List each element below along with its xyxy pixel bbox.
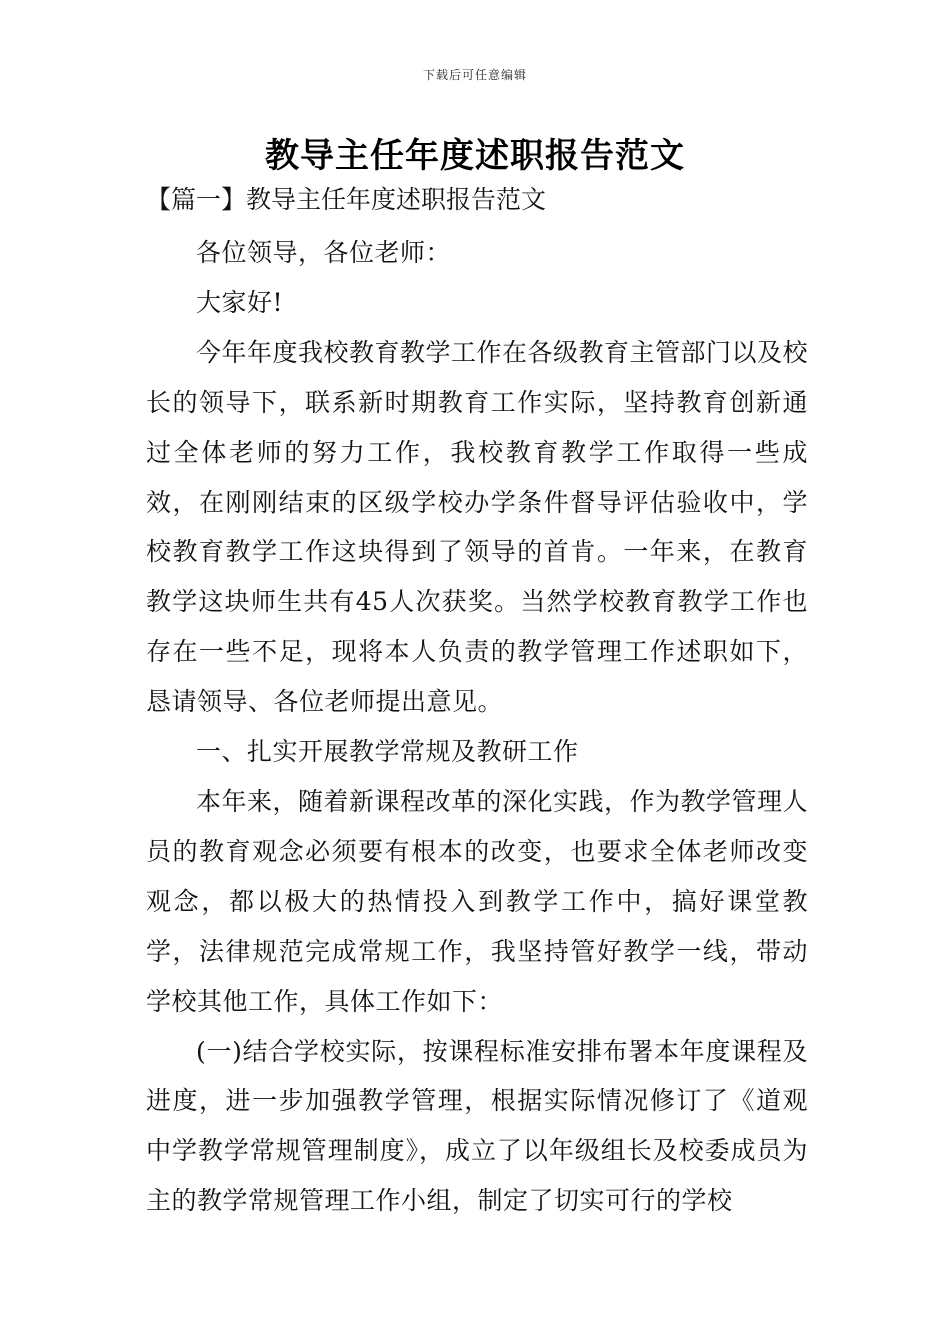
section-heading-paragraph: 一、扎实开展教学常规及教研工作 (196, 737, 579, 767)
intro-paragraph: 今年年度我校教育教学工作在各级教育主管部门以及校长的领导下，联系新时期教育工作实际，坚持教育创新通过全体老师的努力工作，我校教育教学工作取得一些成效，在刚刚结束的区级学校办学条件督导评估验收中，学校教育教学工作这块得到了领导的首肯。一年来，在教育教学这块师生共有45人次获奖。当然学校教育教学工作也存在一些不足，现将本人负责的教学管理工作述职如下，恳请领导、各位老师提出意见。 (146, 337, 809, 717)
document-body (146, 228, 808, 1226)
body-paragraph: 本年来，随着新课程改革的深化实践，作为教学管理人员的教育观念必须要有根本的改变，也要求全体老师改变观念，都以极大的热情投入到教学工作中，搞好课堂教学，法律规范完成常规工作，我坚持管好教学一线，带动学校其他工作，具体工作如下： (146, 786, 809, 1016)
salutation-paragraph: 大家好! (196, 287, 284, 317)
document-title: 教导主任年度述职报告范文 (265, 136, 685, 176)
section-label: 【篇一】教导主任年度述职报告范文 (146, 185, 547, 214)
header-note: 下载后可任意编辑 (422, 68, 527, 82)
body-paragraph: (一)结合学校实际，按课程标准安排布署本年度课程及进度，进一步加强教学管理，根据实际情况修订了《道观中学教学常规管理制度》，成立了以年级组长及校委成员为主的教学常规管理工作小组，制定了切实可行的学校 (146, 1036, 808, 1216)
greeting-paragraph: 各位领导，各位老师： (196, 238, 452, 267)
